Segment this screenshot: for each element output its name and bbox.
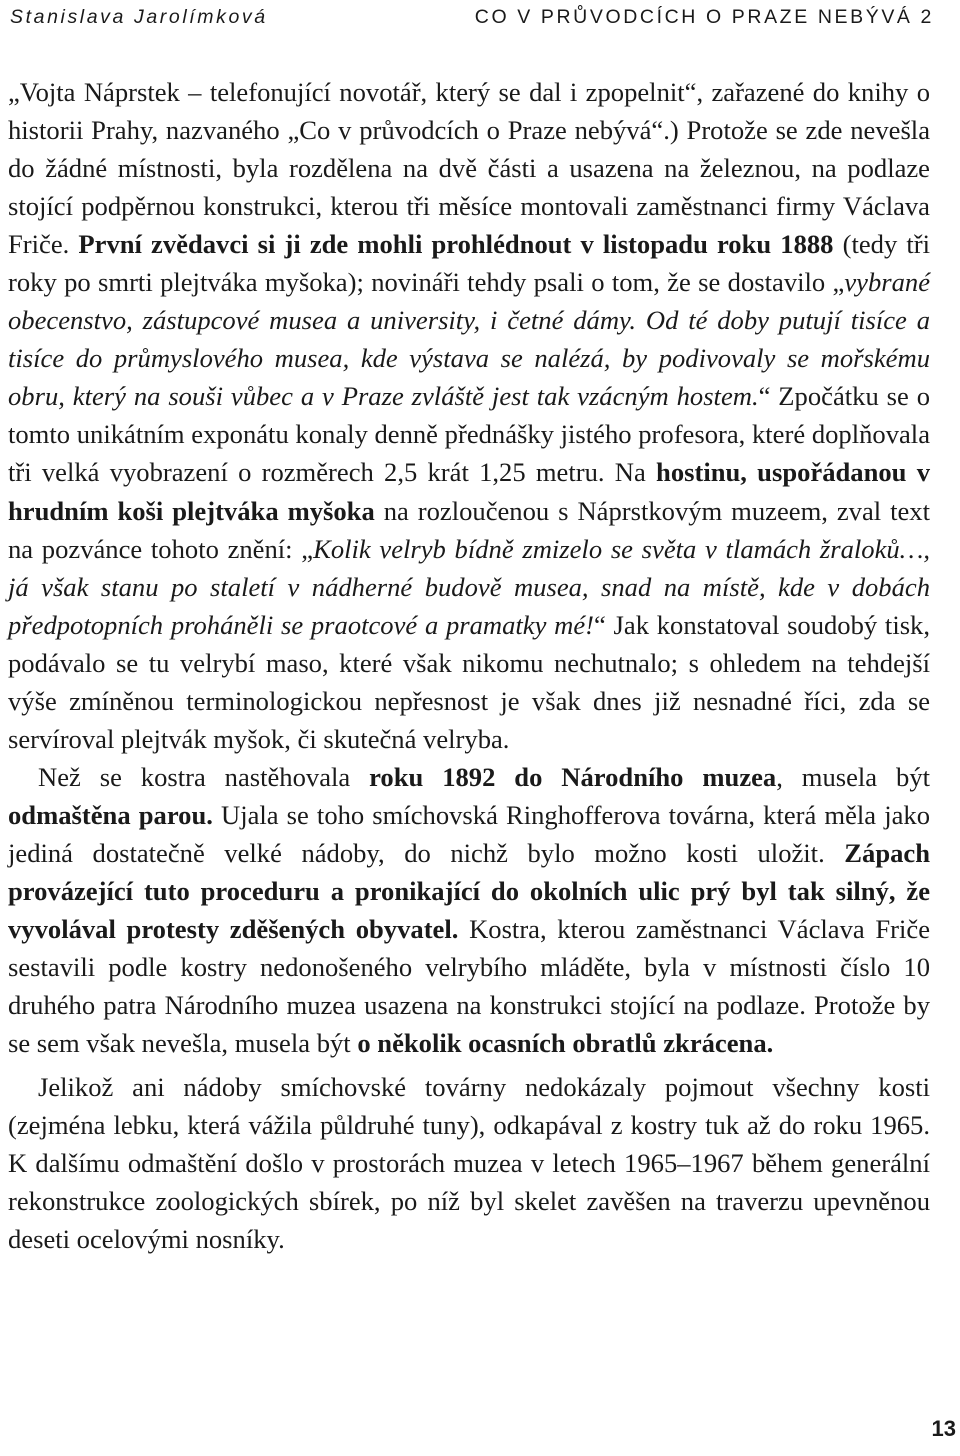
bold-text: Zápach provázející tuto proceduru a pronikající do okolních ulic prý byl tak silný, že vyvolával protesty zděšených obyvatel. (8, 837, 930, 945)
text-run: na rozloučenou s Náprstkovým muzeem, zval text na pozvánce tohoto znění: „ (8, 495, 930, 564)
text-run: , musela být (776, 761, 931, 792)
paragraph (8, 1068, 930, 1258)
text-run: Jelikož ani nádoby smíchovské továrny nedokázaly pojmout všechny kosti (zejména lebku, která vážila půldruhé tuny), odkapával z kostry tuk až do roku 1965. K dalšímu odmaštění došlo v prostorách muzea v letech 1965–1967 během generální rekonstrukce zoologických sbírek, po níž byl skelet zavěšen na traverzu upevněnou deseti ocelovými nosníky. (8, 1072, 930, 1255)
bold-text: roku 1892 do Národního muzea (369, 761, 777, 792)
bold-text: odmaštěna parou. (8, 799, 213, 830)
text-run: „Vojta Náprstek – telefonující novotář, který se dal i zpopelnit“, zařazené do knihy o historii Prahy, nazvaného „Co v průvodcích o Praze nebývá“.) Protože se zde nevešla do žádné místnosti, byla rozdělena na dvě části a usazena na železnou, na podlaze stojící podpěrnou konstrukci, kterou tři měsíce montovali zaměstnanci firmy Václava Friče. (8, 77, 930, 260)
bold-text: o několik ocasních obratlů zkrácena. (357, 1028, 774, 1059)
article-body (8, 73, 930, 1258)
bold-text: hostinu, uspořádanou v hrudním koši plejtváka myšoka (8, 457, 930, 526)
text-run: “ Zpočátku se o tomto unikátním exponátu konaly denně přednášky jistého profesora, které doplňovala tři velká vyobrazení o rozměrech 2,5 krát 1,25 metru. Na (8, 381, 930, 488)
text-run: Než se kostra nastěhovala (38, 761, 370, 792)
paragraph (8, 73, 930, 758)
text-run: Ujala se toho smíchovská Ringhofferova továrna, která měla jako jediná dostatečně velké nádoby, do nichž bylo možno kosti uložit. (8, 799, 930, 868)
running-header (10, 6, 934, 34)
text-run: (tedy tři roky po smrti plejtváka myšoka); novináři tehdy psali o tom, že se dostavilo „ (8, 229, 930, 298)
header-chapter-title: CO V PRŮVODCÍCH O PRAZE NEBÝVÁ 2 (474, 6, 934, 28)
text-run: “ Jak konstatoval soudobý tisk, podávalo se tu velrybí maso, které však nikomu nechutnalo; s ohledem na tehdejší výše zmíněnou terminologickou nepřesnost je však dnes již nesnadné říci, zda se servíroval plejtvák myšok, či skutečná velryba. (8, 609, 930, 754)
bold-text: První zvědavci si ji zde mohli prohlédnout v listopadu roku 1888 (78, 229, 834, 260)
header-author: Stanislava Jarolímková (10, 6, 268, 28)
paragraph (8, 758, 930, 1062)
italic-text: vybrané obecenstvo, zástupcové musea a university, i četné dámy. Od té doby putují tisíce a tisíce do průmyslového musea, kde výstava se nalézá, by podivovaly se mořskému obru, který na souši vůbec a v Praze zvláště jest tak vzácným hostem. (8, 267, 930, 412)
italic-text: Kolik velryb bídně zmizelo se světa v tlamách žraloků…, já však stanu po staletí v nádherné budově musea, snad na místě, kde v dobách předpotopních proháněli se praotcové a pramatky mé! (8, 533, 930, 640)
page-number: 13 (931, 1416, 956, 1441)
text-run: Kostra, kterou zaměstnanci Václava Friče sestavili podle kostry nedonošeného velrybího mláděte, byla v místnosti číslo 10 druhého patra Národního muzea usazena na konstrukci stojící na podlaze. Protože by se sem však nevešla, musela být (8, 914, 930, 1059)
